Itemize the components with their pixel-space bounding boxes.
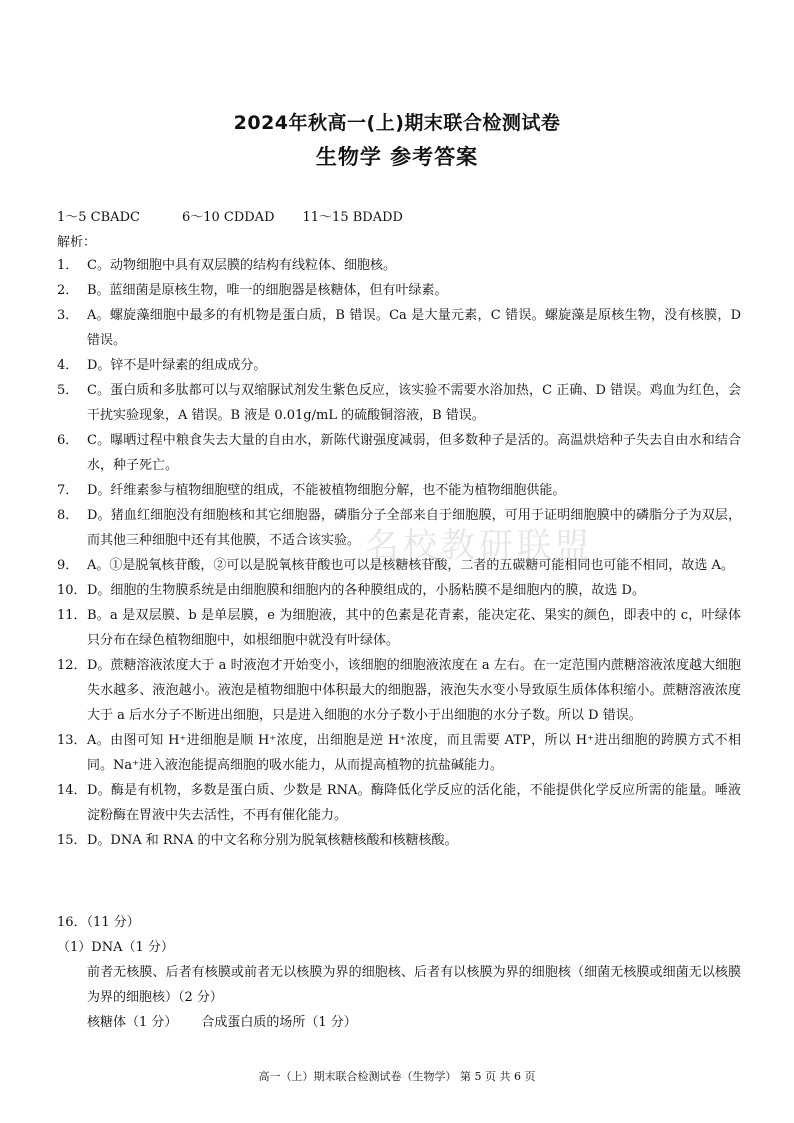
item-text: B。a 是双层膜、b 是单层膜，e 为细胞液，其中的色素是花青素，能决定花、果实的颜色，即表中的 c，叶绿体只分布在绿色植物细胞中，如根细胞中就没有叶绿体。 (87, 608, 741, 648)
item-number: 11． (57, 608, 87, 623)
item-number: 3． (57, 308, 79, 323)
answer-ribosome: 核糖体（1 分） (87, 1015, 178, 1030)
item-text: C。蛋白质和多肽都可以与双缩脲试剂发生紫色反应，该实验不需要水浴加热，C 正确、D 错误。鸡血为红色，会干扰实验现象，A 错误。B 液是 0.01g/mL 的硫酸铜溶液，B 错误。 (87, 383, 741, 423)
list-item (57, 728, 741, 778)
list-item (57, 503, 741, 553)
item-number: 5． (57, 383, 79, 398)
item-text: D。锌不是叶绿素的组成成分。 (87, 358, 267, 373)
answer-ribosome-function: 合成蛋白质的场所（1 分） (201, 1015, 357, 1030)
answer-group-1: 1～5 CBADC (57, 210, 140, 225)
item-text: A。①是脱氧核苷酸，②可以是脱氧核苷酸也可以是核糖核苷酸，二者的五碳糖可能相同也可能不相同，故选 A。 (87, 558, 734, 573)
question-16-header: 16．（11 分） (57, 915, 140, 930)
item-text: C。曝晒过程中粮食失去大量的自由水，新陈代谢强度减弱，但多数种子是活的。高温烘焙种子失去自由水和结合水，种子死亡。 (87, 433, 741, 473)
item-text: B。蓝细菌是原核生物，唯一的细胞器是核糖体，但有叶绿素。 (87, 283, 448, 298)
item-number: 12． (57, 658, 87, 673)
list-item (57, 428, 741, 478)
item-number: 15． (57, 833, 87, 848)
answer-key (57, 206, 403, 225)
item-text: D。酶是有机物，多数是蛋白质、少数是 RNA。酶降低化学反应的活化能，不能提供化学反应所需的能量。唾液淀粉酶在胃液中失去活性，不再有催化能力。 (87, 783, 741, 823)
list-item (57, 278, 741, 303)
item-text: D。DNA 和 RNA 的中文名称分别为脱氧核糖核酸和核糖核酸。 (87, 833, 458, 848)
list-item (57, 478, 741, 503)
answer-group-2: 6～10 CDDAD (181, 210, 275, 225)
page-footer: 高一（上）期末联合检测试卷（生物学） 第 5 页 共 6 页 (258, 1070, 536, 1083)
item-number: 1． (57, 258, 79, 273)
item-text: D。细胞的生物膜系统是由细胞膜和细胞内的各种膜组成的，小肠粘膜不是细胞内的膜，故选 D。 (87, 583, 645, 598)
item-text: D。猪血红细胞没有细胞核和其它细胞器，磷脂分子全部来自于细胞膜，可用于证明细胞膜中的磷脂分子为双层，而其他三种细胞中还有其他膜，不适合该实验。 (87, 508, 741, 548)
list-item (57, 653, 741, 728)
item-number: 4． (57, 358, 79, 373)
item-number: 9． (57, 558, 79, 573)
list-item (57, 303, 741, 353)
item-number: 6． (57, 433, 79, 448)
list-item (57, 778, 741, 828)
item-text: A。螺旋藻细胞中最多的有机物是蛋白质，B 错误。Ca 是大量元素，C 错误。螺旋藻是原核生物，没有核膜，D 错误。 (87, 308, 741, 348)
item-number: 2． (57, 283, 79, 298)
item-number: 8． (57, 508, 79, 523)
list-item (57, 828, 741, 853)
list-item (57, 253, 741, 278)
item-text: A。由图可知 H⁺进细胞是顺 H⁺浓度，出细胞是逆 H⁺浓度，而且需要 ATP，所以 H⁺进出细胞的跨膜方式不相同。Na⁺进入液泡能提高细胞的吸水能力，从而提高植物的抗盐碱能力。 (87, 733, 741, 773)
item-number: 13． (57, 733, 87, 748)
list-item (57, 603, 741, 653)
item-number: 7． (57, 483, 79, 498)
analysis-list (57, 253, 741, 853)
item-number: 10． (57, 583, 87, 598)
watermark: 名校教研联盟 (365, 526, 593, 566)
item-text: C。动物细胞中具有双层膜的结构有线粒体、细胞核。 (87, 258, 396, 273)
page-subtitle: 生物学 参考答案 (315, 145, 479, 169)
item-number: 14． (57, 783, 87, 798)
list-item (57, 578, 741, 603)
question-16-part-1-text: 前者无核膜、后者有核膜或前者无以核膜为界的细胞核、后者有以核膜为界的细胞核（细菌无核膜或细菌无以核膜为界的细胞核）（2 分） (87, 965, 741, 1005)
analysis-label: 解析： (57, 235, 97, 250)
item-text: D。蔗糖溶液浓度大于 a 时液泡才开始变小，该细胞的细胞液浓度在 a 左右。在一定范围内蔗糖溶液浓度越大细胞失水越多、液泡越小。液泡是植物细胞中体积最大的细胞器，液泡失水变小导致原生质体体积缩小。蔗糖溶液浓度大于 a 后水分子不断进出细胞，只是进入细胞的水分子数小于出细胞的水分子数。所以 D 错误。 (87, 658, 741, 723)
question-16-part-1-label: （1）DNA（1 分） (57, 940, 174, 955)
list-item (57, 553, 741, 578)
page-title: 2024年秋高一(上)期末联合检测试卷 (233, 112, 561, 134)
list-item (57, 378, 741, 428)
list-item (57, 353, 741, 378)
answer-group-3: 11～15 BDADD (302, 210, 403, 225)
item-text: D。纤维素参与植物细胞壁的组成，不能被植物细胞分解，也不能为植物细胞供能。 (87, 483, 566, 498)
question-16-part-1-answers (87, 1010, 357, 1035)
